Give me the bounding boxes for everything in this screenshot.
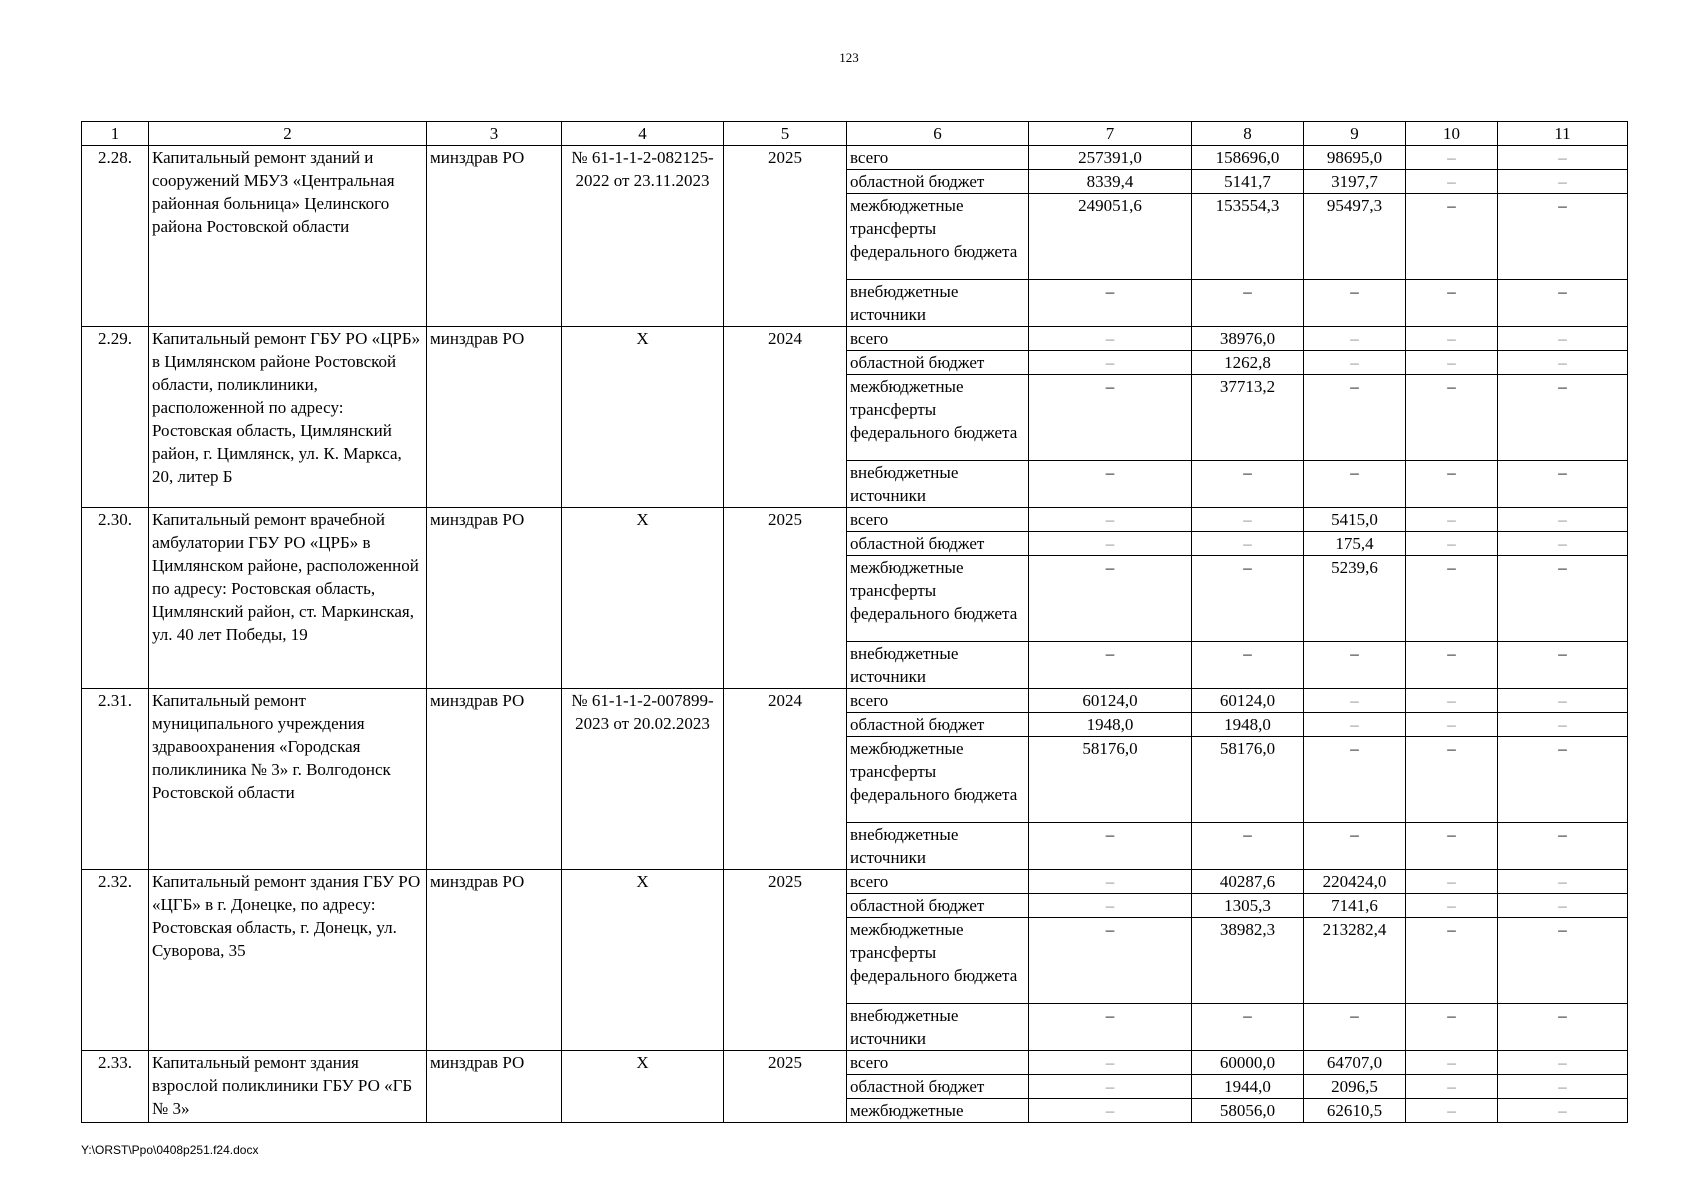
amount-cell: – <box>1406 689 1498 713</box>
amount-cell: – <box>1498 351 1628 375</box>
amount-cell: – <box>1406 737 1498 823</box>
amount-cell: – <box>1498 823 1628 870</box>
amount-cell: – <box>1304 375 1406 461</box>
amount-cell: – <box>1406 918 1498 1004</box>
column-number: 4 <box>562 122 724 146</box>
document-number: Х <box>562 870 724 1051</box>
project-name: Капитальный ремонт ГБУ РО «ЦРБ» в Цимлянском районе Ростовской области, поликлиники, расположенной по адресу: Ростовская область, Цимлянский район, г. Цимлянск, ул. К. Маркса, 20, литер Б <box>149 327 427 508</box>
amount-cell: – <box>1304 351 1406 375</box>
amount-cell: – <box>1029 461 1192 508</box>
amount-cell: – <box>1498 146 1628 170</box>
program-table <box>81 121 1628 1123</box>
amount-cell: – <box>1406 1099 1498 1123</box>
amount-cell: 38982,3 <box>1192 918 1304 1004</box>
amount-cell: – <box>1498 870 1628 894</box>
executor: минздрав РО <box>427 1051 562 1123</box>
amount-cell: – <box>1498 737 1628 823</box>
project-name: Капитальный ремонт зданий и сооружений МБУЗ «Центральная районная больница» Целинского района Ростовской области <box>149 146 427 327</box>
year: 2025 <box>724 508 847 689</box>
amount-cell: – <box>1406 1004 1498 1051</box>
funding-source-label: областной бюджет <box>847 532 1029 556</box>
amount-cell: – <box>1029 1004 1192 1051</box>
funding-source-label: внебюджетные источники <box>847 1004 1029 1051</box>
row-number: 2.32. <box>82 870 149 1051</box>
funding-source-label: внебюджетные источники <box>847 461 1029 508</box>
funding-source-label: всего <box>847 870 1029 894</box>
amount-cell: 5415,0 <box>1304 508 1406 532</box>
column-number: 9 <box>1304 122 1406 146</box>
year: 2025 <box>724 1051 847 1123</box>
amount-cell: – <box>1304 689 1406 713</box>
row-number: 2.28. <box>82 146 149 327</box>
amount-cell: – <box>1498 532 1628 556</box>
amount-cell: 95497,3 <box>1304 194 1406 280</box>
amount-cell: – <box>1304 737 1406 823</box>
amount-cell: – <box>1406 532 1498 556</box>
file-path-footer: Y:\ORST\Ppo\0408p251.f24.docx <box>81 1143 259 1157</box>
column-number: 7 <box>1029 122 1192 146</box>
amount-cell: 158696,0 <box>1192 146 1304 170</box>
project-name: Капитальный ремонт здания взрослой поликлиники ГБУ РО «ГБ № 3» <box>149 1051 427 1123</box>
amount-cell: 257391,0 <box>1029 146 1192 170</box>
year: 2024 <box>724 327 847 508</box>
amount-cell: 3197,7 <box>1304 170 1406 194</box>
amount-cell: 175,4 <box>1304 532 1406 556</box>
amount-cell: – <box>1029 1075 1192 1099</box>
document-number: Х <box>562 1051 724 1123</box>
amount-cell: – <box>1192 532 1304 556</box>
amount-cell: 37713,2 <box>1192 375 1304 461</box>
amount-cell: 1948,0 <box>1029 713 1192 737</box>
amount-cell: – <box>1029 870 1192 894</box>
amount-cell: – <box>1498 170 1628 194</box>
table-row <box>82 146 1628 170</box>
amount-cell: 1948,0 <box>1192 713 1304 737</box>
amount-cell: – <box>1406 170 1498 194</box>
amount-cell: – <box>1498 194 1628 280</box>
table-row <box>82 689 1628 713</box>
funding-source-label: межбюджетные трансферты федерального бюджета <box>847 556 1029 642</box>
amount-cell: – <box>1498 689 1628 713</box>
funding-source-label: всего <box>847 689 1029 713</box>
amount-cell: – <box>1498 1004 1628 1051</box>
amount-cell: – <box>1406 327 1498 351</box>
funding-source-label: внебюджетные источники <box>847 280 1029 327</box>
amount-cell: – <box>1029 556 1192 642</box>
funding-source-label: областной бюджет <box>847 894 1029 918</box>
amount-cell: – <box>1406 146 1498 170</box>
amount-cell: – <box>1406 713 1498 737</box>
funding-source-label: всего <box>847 508 1029 532</box>
amount-cell: – <box>1192 280 1304 327</box>
amount-cell: – <box>1406 1051 1498 1075</box>
amount-cell: – <box>1029 508 1192 532</box>
amount-cell: – <box>1304 823 1406 870</box>
amount-cell: – <box>1498 556 1628 642</box>
amount-cell: – <box>1498 375 1628 461</box>
funding-source-label: областной бюджет <box>847 170 1029 194</box>
amount-cell: 58176,0 <box>1192 737 1304 823</box>
amount-cell: 60124,0 <box>1192 689 1304 713</box>
project-name: Капитальный ремонт врачебной амбулатории ГБУ РО «ЦРБ» в Цимлянском районе, расположенной по адресу: Ростовская область, Цимлянский район, ст. Маркинская, ул. 40 лет Победы, 19 <box>149 508 427 689</box>
column-number: 5 <box>724 122 847 146</box>
amount-cell: 220424,0 <box>1304 870 1406 894</box>
funding-source-label: областной бюджет <box>847 713 1029 737</box>
amount-cell: – <box>1498 894 1628 918</box>
amount-cell: – <box>1406 375 1498 461</box>
amount-cell: 98695,0 <box>1304 146 1406 170</box>
amount-cell: – <box>1406 508 1498 532</box>
funding-source-label: межбюджетные трансферты федерального бюджета <box>847 918 1029 1004</box>
column-number: 2 <box>149 122 427 146</box>
row-number: 2.30. <box>82 508 149 689</box>
amount-cell: – <box>1029 1051 1192 1075</box>
amount-cell: – <box>1304 713 1406 737</box>
funding-source-label: межбюджетные трансферты федерального бюджета <box>847 194 1029 280</box>
amount-cell: 60000,0 <box>1192 1051 1304 1075</box>
amount-cell: – <box>1304 642 1406 689</box>
amount-cell: – <box>1406 461 1498 508</box>
amount-cell: – <box>1192 461 1304 508</box>
year: 2025 <box>724 146 847 327</box>
amount-cell: – <box>1406 351 1498 375</box>
funding-source-label: областной бюджет <box>847 1075 1029 1099</box>
year: 2024 <box>724 689 847 870</box>
funding-source-label: межбюджетные трансферты федерального бюджета <box>847 375 1029 461</box>
amount-cell: 1944,0 <box>1192 1075 1304 1099</box>
amount-cell: 60124,0 <box>1029 689 1192 713</box>
amount-cell: – <box>1498 918 1628 1004</box>
amount-cell: – <box>1406 194 1498 280</box>
amount-cell: – <box>1192 556 1304 642</box>
amount-cell: – <box>1304 461 1406 508</box>
amount-cell: – <box>1406 556 1498 642</box>
project-name: Капитальный ремонт муниципального учреждения здравоохранения «Городская поликлиника № 3» г. Волгодонск Ростовской области <box>149 689 427 870</box>
table-body <box>82 122 1628 1123</box>
amount-cell: – <box>1029 280 1192 327</box>
table-row <box>82 327 1628 351</box>
funding-source-label: всего <box>847 146 1029 170</box>
table-row <box>82 508 1628 532</box>
document-number: Х <box>562 508 724 689</box>
column-number: 8 <box>1192 122 1304 146</box>
amount-cell: – <box>1498 1051 1628 1075</box>
amount-cell: – <box>1406 280 1498 327</box>
amount-cell: – <box>1304 327 1406 351</box>
amount-cell: 58056,0 <box>1192 1099 1304 1123</box>
amount-cell: 249051,6 <box>1029 194 1192 280</box>
amount-cell: – <box>1192 642 1304 689</box>
amount-cell: – <box>1406 642 1498 689</box>
amount-cell: – <box>1192 1004 1304 1051</box>
amount-cell: – <box>1304 280 1406 327</box>
column-number: 10 <box>1406 122 1498 146</box>
amount-cell: – <box>1029 532 1192 556</box>
row-number: 2.33. <box>82 1051 149 1123</box>
amount-cell: – <box>1029 823 1192 870</box>
amount-cell: – <box>1498 461 1628 508</box>
amount-cell: – <box>1498 642 1628 689</box>
document-number: № 61-1-1-2-007899-2023 от 20.02.2023 <box>562 689 724 870</box>
amount-cell: 1305,3 <box>1192 894 1304 918</box>
amount-cell: 7141,6 <box>1304 894 1406 918</box>
amount-cell: 8339,4 <box>1029 170 1192 194</box>
amount-cell: – <box>1498 1099 1628 1123</box>
amount-cell: 38976,0 <box>1192 327 1304 351</box>
executor: минздрав РО <box>427 508 562 689</box>
amount-cell: 5141,7 <box>1192 170 1304 194</box>
amount-cell: – <box>1029 351 1192 375</box>
funding-source-label: внебюджетные источники <box>847 642 1029 689</box>
amount-cell: 1262,8 <box>1192 351 1304 375</box>
amount-cell: – <box>1029 894 1192 918</box>
column-number: 1 <box>82 122 149 146</box>
amount-cell: – <box>1029 375 1192 461</box>
amount-cell: – <box>1192 823 1304 870</box>
amount-cell: – <box>1406 870 1498 894</box>
amount-cell: – <box>1192 508 1304 532</box>
funding-source-label: внебюджетные источники <box>847 823 1029 870</box>
funding-source-label: всего <box>847 327 1029 351</box>
amount-cell: – <box>1029 918 1192 1004</box>
amount-cell: 213282,4 <box>1304 918 1406 1004</box>
column-number-row <box>82 122 1628 146</box>
document-number: Х <box>562 327 724 508</box>
amount-cell: – <box>1498 327 1628 351</box>
funding-source-label: областной бюджет <box>847 351 1029 375</box>
funding-source-label: межбюджетные <box>847 1099 1029 1123</box>
amount-cell: 5239,6 <box>1304 556 1406 642</box>
amount-cell: – <box>1304 1004 1406 1051</box>
amount-cell: – <box>1498 713 1628 737</box>
executor: минздрав РО <box>427 689 562 870</box>
document-number: № 61-1-1-2-082125-2022 от 23.11.2023 <box>562 146 724 327</box>
funding-source-label: всего <box>847 1051 1029 1075</box>
amount-cell: 58176,0 <box>1029 737 1192 823</box>
amount-cell: – <box>1406 894 1498 918</box>
amount-cell: – <box>1498 280 1628 327</box>
executor: минздрав РО <box>427 870 562 1051</box>
table-row <box>82 1051 1628 1075</box>
executor: минздрав РО <box>427 327 562 508</box>
column-number: 11 <box>1498 122 1628 146</box>
column-number: 3 <box>427 122 562 146</box>
amount-cell: – <box>1029 327 1192 351</box>
amount-cell: – <box>1498 1075 1628 1099</box>
amount-cell: 153554,3 <box>1192 194 1304 280</box>
amount-cell: – <box>1406 1075 1498 1099</box>
executor: минздрав РО <box>427 146 562 327</box>
page-number: 123 <box>839 50 859 65</box>
amount-cell: 40287,6 <box>1192 870 1304 894</box>
amount-cell: 62610,5 <box>1304 1099 1406 1123</box>
column-number: 6 <box>847 122 1029 146</box>
year: 2025 <box>724 870 847 1051</box>
funding-source-label: межбюджетные трансферты федерального бюджета <box>847 737 1029 823</box>
amount-cell: – <box>1498 508 1628 532</box>
amount-cell: 64707,0 <box>1304 1051 1406 1075</box>
table-row <box>82 870 1628 894</box>
amount-cell: – <box>1406 823 1498 870</box>
row-number: 2.31. <box>82 689 149 870</box>
amount-cell: – <box>1029 642 1192 689</box>
amount-cell: 2096,5 <box>1304 1075 1406 1099</box>
project-name: Капитальный ремонт здания ГБУ РО «ЦГБ» в г. Донецке, по адресу: Ростовская область, г. Донецк, ул. Суворова, 35 <box>149 870 427 1051</box>
amount-cell: – <box>1029 1099 1192 1123</box>
row-number: 2.29. <box>82 327 149 508</box>
